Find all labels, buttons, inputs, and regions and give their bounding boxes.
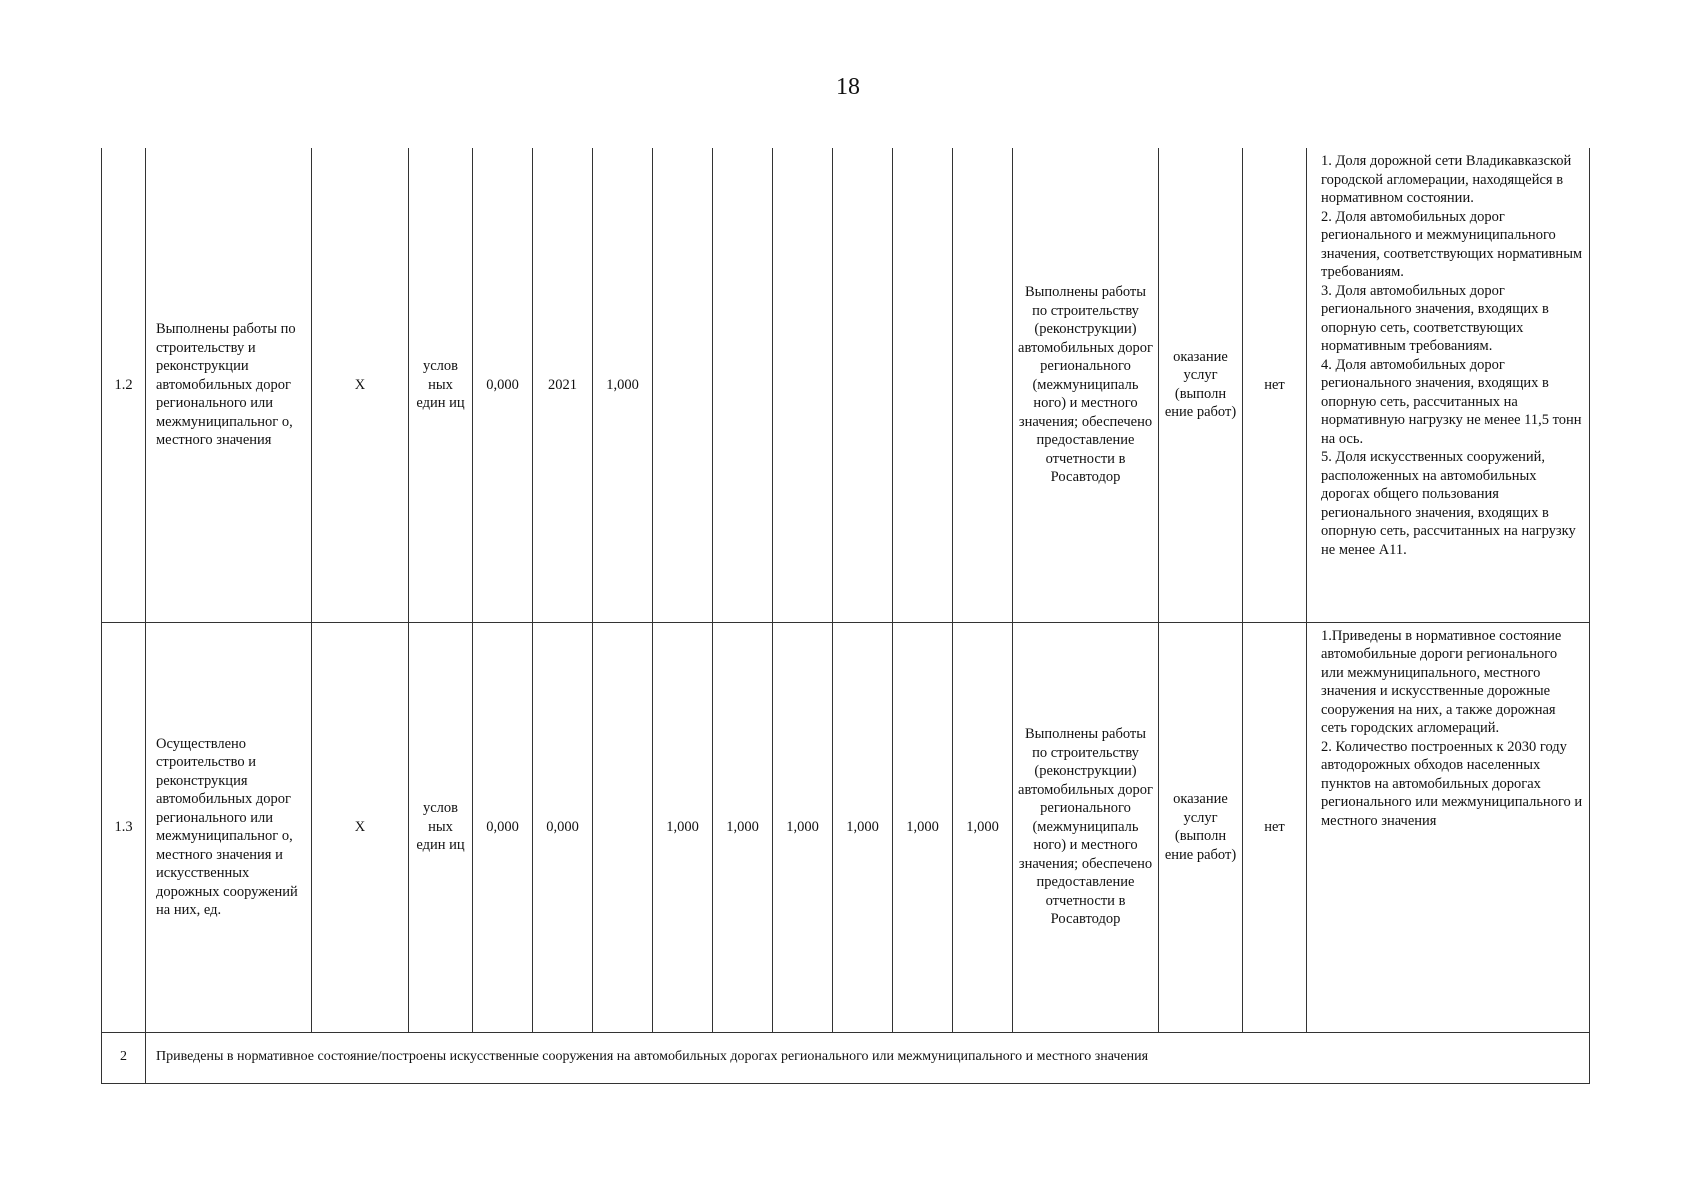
section-number: 2 bbox=[102, 1032, 146, 1083]
value-cell: 1,000 bbox=[713, 622, 773, 1032]
value-cell: 0,000 bbox=[473, 622, 533, 1032]
flag-cell: нет bbox=[1243, 622, 1307, 1032]
value-cell: 1,000 bbox=[833, 622, 893, 1032]
value-cell: 1,000 bbox=[593, 148, 653, 622]
indicator-notes bbox=[1307, 148, 1590, 622]
page-number: 18 bbox=[836, 74, 860, 100]
work-description: Выполнены работы по строительству (реконструкции) автомобильных дорог регионального (межмуниципаль ного) и местного значения; обеспечено предоставление отчетности в Росавтодор bbox=[1013, 148, 1159, 622]
row-number: 1.3 bbox=[102, 622, 146, 1032]
note-item: 1. Доля дорожной сети Владикавказской городской агломерации, находящейся в нормативном состоянии. bbox=[1321, 153, 1572, 206]
note-item: 5. Доля искусственных сооружений, расположенных на автомобильных дорогах общего пользования регионального значения, входящих в опорную сеть, рассчитанных на нагрузку не менее А11. bbox=[1321, 449, 1576, 558]
result-name: Осуществлено строительство и реконструкция автомобильных дорог регионального или межмуниципальног о, местного значения и искусственных дорожных сооружений на них, ед. bbox=[146, 622, 312, 1032]
value-cell: 0,000 bbox=[533, 622, 593, 1032]
value-cell bbox=[773, 148, 833, 622]
value-cell: 2021 bbox=[533, 148, 593, 622]
table-row bbox=[102, 148, 1590, 622]
indicator-notes bbox=[1307, 622, 1590, 1032]
note-item: 1.Приведены в нормативное состояние автомобильные дороги регионального или межмуниципального, местного значения и искусственные дорожные сооружения на них, а также дорожная сеть городских агломераций. bbox=[1321, 627, 1562, 736]
value-cell bbox=[953, 148, 1013, 622]
unit-cell: услов ных един иц bbox=[409, 148, 473, 622]
work-type: оказание услуг (выполн ение работ) bbox=[1159, 622, 1243, 1032]
value-cell bbox=[833, 148, 893, 622]
note-item: 2. Количество построенных к 2030 году автодорожных обходов населенных пунктов на автомобильных дорогах регионального или межмуниципального и местного значения bbox=[1321, 738, 1583, 829]
section-row bbox=[102, 1032, 1590, 1083]
note-item: 4. Доля автомобильных дорог регионального значения, входящих в опорную сеть, рассчитанных на нормативную нагрузку не менее 11,5 тонн на ось. bbox=[1321, 356, 1582, 447]
value-cell bbox=[713, 148, 773, 622]
value-cell: 1,000 bbox=[953, 622, 1013, 1032]
value-cell bbox=[653, 148, 713, 622]
x-mark: X bbox=[312, 622, 409, 1032]
flag-cell: нет bbox=[1243, 148, 1307, 622]
section-title: Приведены в нормативное состояние/построены искусственные сооружения на автомобильных дорогах регионального или межмуниципального и местного значения bbox=[146, 1032, 1590, 1083]
value-cell bbox=[893, 148, 953, 622]
value-cell: 0,000 bbox=[473, 148, 533, 622]
note-item: 2. Доля автомобильных дорог регионального и межмуниципального значения, соответствующих нормативным требованиям. bbox=[1321, 208, 1583, 280]
value-cell: 1,000 bbox=[893, 622, 953, 1032]
note-item: 3. Доля автомобильных дорог регионального значения, входящих в опорную сеть, соответствующих нормативным требованиям. bbox=[1321, 282, 1549, 354]
value-cell: 1,000 bbox=[653, 622, 713, 1032]
unit-cell: услов ных един иц bbox=[409, 622, 473, 1032]
value-cell bbox=[593, 622, 653, 1032]
results-table bbox=[101, 148, 1590, 1084]
x-mark: X bbox=[312, 148, 409, 622]
table-row bbox=[102, 622, 1590, 1032]
row-number: 1.2 bbox=[102, 148, 146, 622]
result-name: Выполнены работы по строительству и реконструкции автомобильных дорог регионального или межмуниципальног о, местного значения bbox=[146, 148, 312, 622]
value-cell: 1,000 bbox=[773, 622, 833, 1032]
work-description: Выполнены работы по строительству (реконструкции) автомобильных дорог регионального (межмуниципаль ного) и местного значения; обеспечено предоставление отчетности в Росавтодор bbox=[1013, 622, 1159, 1032]
work-type: оказание услуг (выполн ение работ) bbox=[1159, 148, 1243, 622]
